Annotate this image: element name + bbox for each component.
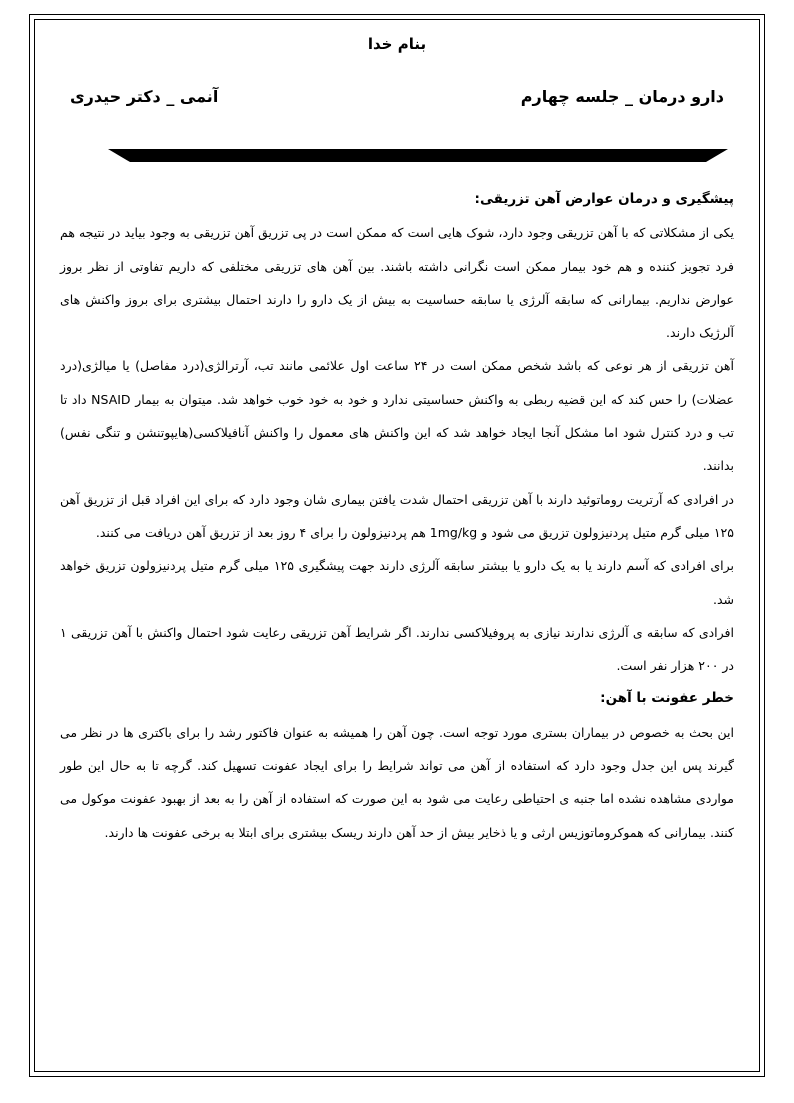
paragraph: برای افرادی که آسم دارند یا به یک دارو یا بیشتر سابقه آلرژی دارند جهت پیشگیری ۱۲۵ میلی گرم متیل پردنیزولون تزریق خواهد شد.	[60, 558, 735, 607]
topic-title: آنمی _ دکتر حیدری	[70, 87, 219, 106]
course-title: دارو درمان _ جلسه چهارم	[520, 87, 724, 106]
header-divider-bar	[108, 149, 728, 162]
section-heading-infection-risk: خطر عفونت با آهن:	[600, 690, 734, 707]
paragraph: این بحث به خصوص در بیماران بستری مورد توجه است. چون آهن را همیشه به عنوان فاکتور رشد را برای باکتری ها در نظر می گیرند پس این جدل وجود دارد که استفاده از آهن می تواند شرایط را برای ایجاد عفونت تسهیل کند. گرچه تا به حال این طور مواردی مشاهده نشده اما جنبه ی احتیاطی رعایت می شود به این صورت که استفاده از آهن را به بعد از بهبود عفونت موکول می کنند. بیمارانی که هموکروماتوزیس ارثی و یا ذخایر بیش از حد آهن دارند ریسک بیشتری برای ابتلا به برخی عفونت ها دارند.	[60, 724, 734, 840]
paragraph: در افرادی که آرتریت روماتوئید دارند با آهن تزریقی احتمال شدت یافتن بیماری شان وجود دارد که برای این افراد قبل از تزریق آهن ۱۲۵ میلی گرم متیل پردنیزولون تزریق می شود و 1mg/kg هم پردنیزولون را برای ۴ روز بعد از تزریق آهن دریافت می کنند.	[60, 491, 734, 540]
paragraph: یکی از مشکلاتی که با آهن تزریقی وجود دارد، شوک هایی است که ممکن است در پی تزریق آهن تزریقی به وجود بیاید در نتیجه هم فرد تجویز کننده و هم خود بیمار ممکن است نگرانی داشته باشند. بین آهن های تزریقی مختلفی که داریم تفاوتی از نظر بروز عوارض نداریم. بیمارانی که سابقه آلرژی یا سابقه حساسیت به بیش از یک دارو را دارند احتمال بیشتری برای بروز واکنش های آلرژیک دارند.	[60, 225, 734, 341]
document-body	[60, 183, 734, 849]
paragraph: افرادی که سابقه ی آلرژی ندارند نیازی به پروفیلاکسی ندارند. اگر شرایط آهن تزریقی رعایت شود احتمال واکنش با آهن تزریقی ۱ در ۲۰۰ هزار نفر است.	[60, 624, 734, 674]
basmala: بنام خدا	[367, 35, 427, 53]
section-heading-iron-reactions: پیشگیری و درمان عوارض آهن تزریقی:	[474, 191, 734, 207]
paragraph: آهن تزریقی از هر نوعی که باشد شخص ممکن است در ۲۴ ساعت اول علائمی مانند تب، آرترالژی(درد مفاصل) یا میالژی(درد عضلات) را حس کند که این قضیه ربطی به واکنش حساسیتی ندارد و خود به خود خوب خواهد شد. میتوان به بیمار NSAID داد تا تب و درد کنترل شود اما مشکل آنجا ایجاد خواهد شد که این واکنش های معمول را واکنش آنافیلاکسی(هایپوتنشن و تنگی نفس) بدانند.	[60, 358, 734, 474]
